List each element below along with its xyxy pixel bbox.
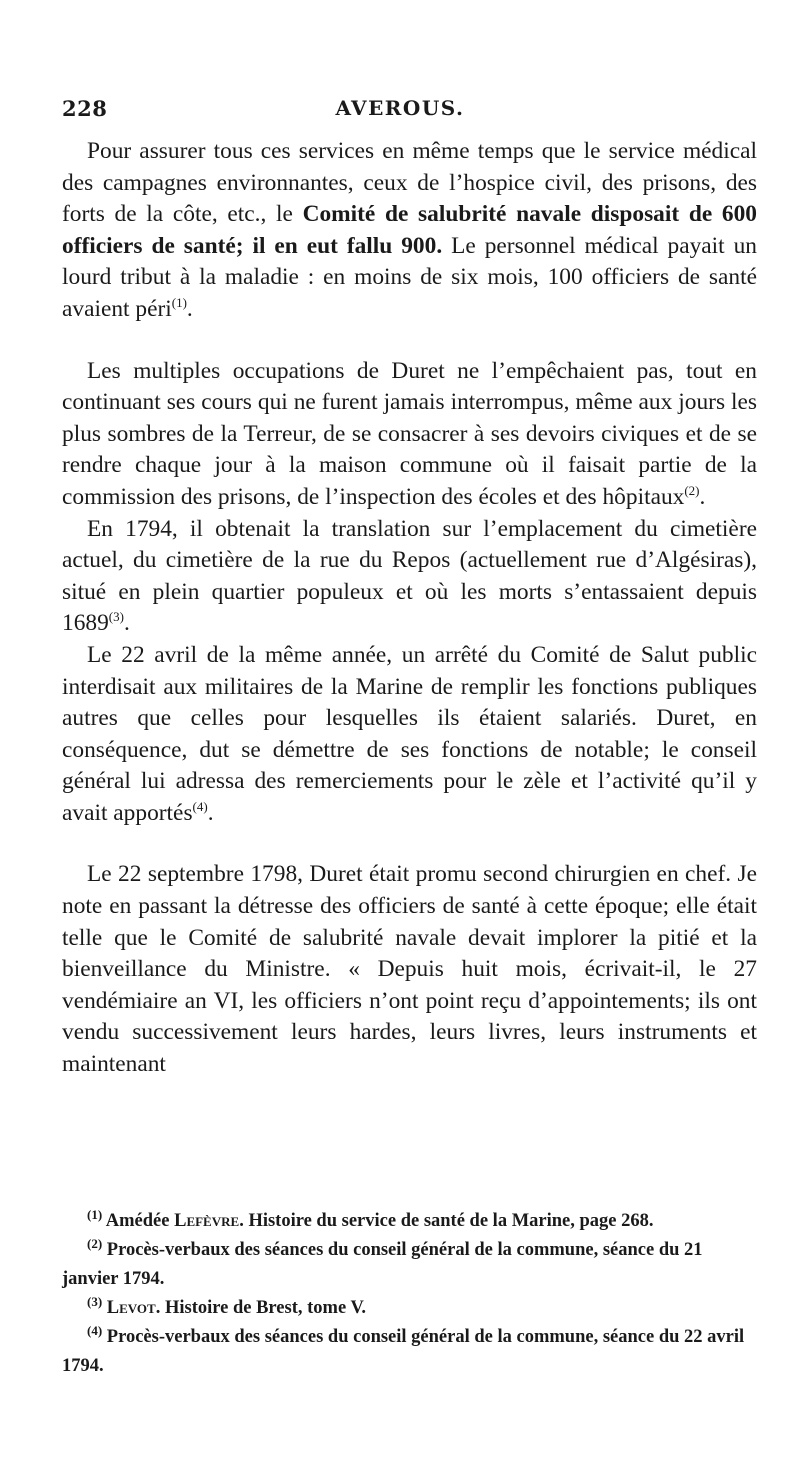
paragraph-3	[62, 514, 757, 640]
footnote-1	[62, 1207, 762, 1236]
bold-phrase: Comité de salubrité navale disposait de 600 officiers de santé; il en eut fallu 900.	[62, 201, 757, 259]
footnote-2	[62, 1236, 762, 1294]
footnote-mark: (2)	[87, 1235, 103, 1251]
footnote-text: Procès-verbaux des séances du conseil général de la commune, séance du 21 janvier 1794.	[62, 1240, 703, 1289]
footnote-author: Lefèvre	[174, 1211, 240, 1231]
running-head: AVEROUS.	[335, 96, 465, 120]
page-number: 228	[62, 96, 108, 121]
footnote-mark: (4)	[87, 1322, 103, 1338]
footnote-ref[interactable]: (3)	[108, 609, 124, 625]
footnote-text: . Histoire du service de santé de la Marine, page 268.	[239, 1211, 654, 1231]
footnote-ref[interactable]: (4)	[192, 799, 208, 815]
paragraph-text: Pour assurer tous ces services en même temps que le service médical des campagnes environnantes, ceux de l’hospice civil, des prisons, des forts de la côte, etc., le	[62, 138, 757, 228]
paragraph-2	[62, 356, 757, 514]
paragraph-text: Le personnel médical payait un lourd tribut à la maladie : en moins de six mois, 100 officiers de santé avaient péri	[62, 232, 757, 322]
footnote-ref[interactable]: (1)	[171, 295, 187, 311]
footnote-mark: (1)	[87, 1206, 103, 1222]
footnotes	[62, 1207, 762, 1381]
footnote-author-first: Amédée	[105, 1211, 175, 1231]
paragraph-1	[62, 136, 757, 326]
footnote-author: Levot	[106, 1298, 156, 1318]
footnote-mark: (3)	[87, 1293, 103, 1309]
paragraph-text: Le 22 avril de la même année, un arrêté du Comité de Salut public interdisait aux militaires de la Marine de remplir les fonctions publiques autres que celles pour lesquelles ils étaient salariés. Duret, en conséquence, dut se démettre de ses fonctions de notable; le conseil général lui adressa des remerciements pour le zèle et l’activité qu’il y avait apportés	[62, 641, 757, 826]
paragraph-text: Le 22 septembre 1798, Duret était promu second chirurgien en chef. Je note en passant la détresse des officiers de santé à cette époque; elle était telle que le Comité de salubrité navale devait implorer la pitié et la bienveillance du Ministre. « Depuis huit mois, écrivait-il, le 27 vendémiaire an VI, les officiers n’ont point reçu d’appointements; ils ont vendu successivement leurs hardes, leurs livres, leurs instruments et maintenant	[62, 861, 757, 1078]
footnote-4	[62, 1323, 762, 1381]
footnote-text: . Histoire de Brest, tome V.	[155, 1298, 367, 1318]
footnote-text: Procès-verbaux des séances du conseil général de la commune, séance du 22 avril 1794.	[62, 1327, 745, 1376]
paragraph-tail: .	[699, 483, 706, 510]
paragraph-text: En 1794, il obtenait la translation sur l’emplacement du cimetière actuel, du cimetière de la rue du Repos (actuellement rue d’Algésiras), situé en plein quartier populeux et où les morts s’entassaient depuis 1689	[62, 515, 757, 637]
paragraph-5	[62, 859, 757, 1080]
page-header	[62, 96, 738, 136]
paragraph-tail: .	[186, 295, 193, 322]
paragraph-4	[62, 640, 757, 830]
paragraph-text: Les multiples occupations de Duret ne l’empêchaient pas, tout en continuant ses cours qui ne furent jamais interrompus, même aux jours les plus sombres de la Terreur, de se consacrer à ses devoirs civiques et de se rendre chaque jour à la maison commune où il faisait partie de la commission des prisons, de l’inspection des écoles et des hôpitaux	[62, 357, 757, 510]
body-text	[62, 136, 757, 1081]
paragraph-tail: .	[123, 610, 130, 637]
footnote-3	[62, 1294, 762, 1323]
paragraph-tail: .	[207, 799, 214, 826]
footnote-ref[interactable]: (2)	[684, 483, 700, 499]
